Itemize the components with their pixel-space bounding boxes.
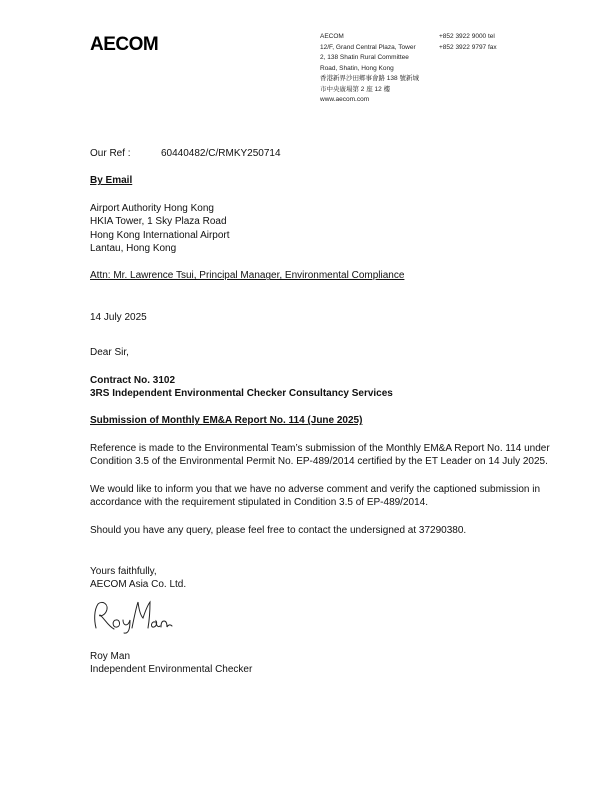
letter-date: 14 July 2025 (90, 311, 147, 323)
recipient-line: Lantau, Hong Kong (90, 243, 177, 255)
body-paragraph: We would like to inform you that we have no adverse comment and verify the captioned submission in accordance with the requirement stipulated in Condition 3.5 of EP-489/2014. (90, 483, 541, 509)
contract-number: Contract No. 3102 (90, 374, 176, 386)
address-line: 香港新界沙田鄉事會路 138 號新城 (320, 75, 419, 82)
website-link: www.aecom.com (320, 96, 370, 103)
recipient-line: Airport Authority Hong Kong (90, 202, 214, 214)
body-paragraph: Reference is made to the Environmental Team’s submission of the Monthly EM&A Report No. 114 under Condition 3.5 of the Environmental Permit No. EP-489/2014 certified by the ET Leader on 14 July 2025. (90, 442, 550, 468)
signer-block (90, 650, 252, 677)
contract-title: 3RS Independent Environmental Checker Consultancy Services (90, 388, 393, 400)
recipient-address (90, 202, 550, 256)
reference-number: 60440482/C/RMKY250714 (161, 148, 281, 159)
letter-body (90, 147, 550, 592)
handwritten-signature (90, 598, 180, 634)
recipient-line: Hong Kong International Airport (90, 229, 230, 241)
address-line: AECOM (320, 33, 344, 40)
address-line: 2, 138 Shatin Rural Committee (320, 54, 409, 61)
body-paragraph: Should you have any query, please feel free to contact the undersigned at 37290380. (90, 524, 467, 536)
aecom-logo: AECOM (90, 34, 159, 55)
signer-title: Independent Environmental Checker (90, 664, 253, 676)
closing: Yours faithfully, (90, 565, 157, 577)
delivery-method: By Email (90, 175, 133, 187)
reference-line (90, 147, 550, 160)
recipient-line: HKIA Tower, 1 Sky Plaza Road (90, 216, 227, 228)
address-line: 12/F, Grand Central Plaza, Tower (320, 43, 416, 51)
reference-label: Our Ref : (90, 148, 131, 159)
company-name: AECOM Asia Co. Ltd. (90, 579, 187, 591)
company-contact (439, 32, 497, 53)
address-line: 市中央廣場第 2 座 12 樓 (320, 85, 391, 93)
fax-number: +852 3922 9797 fax (439, 43, 497, 51)
letter-subject: Submission of Monthly EM&A Report No. 114 (June 2025) (90, 415, 363, 427)
company-address (320, 32, 419, 106)
telephone-number: +852 3922 9000 tel (439, 33, 495, 40)
salutation: Dear Sir, (90, 347, 129, 359)
attention-line: Attn: Mr. Lawrence Tsui, Principal Manager, Environmental Compliance (90, 270, 405, 282)
address-line: Road, Shatin, Hong Kong (320, 64, 394, 72)
signer-name: Roy Man (90, 651, 131, 662)
